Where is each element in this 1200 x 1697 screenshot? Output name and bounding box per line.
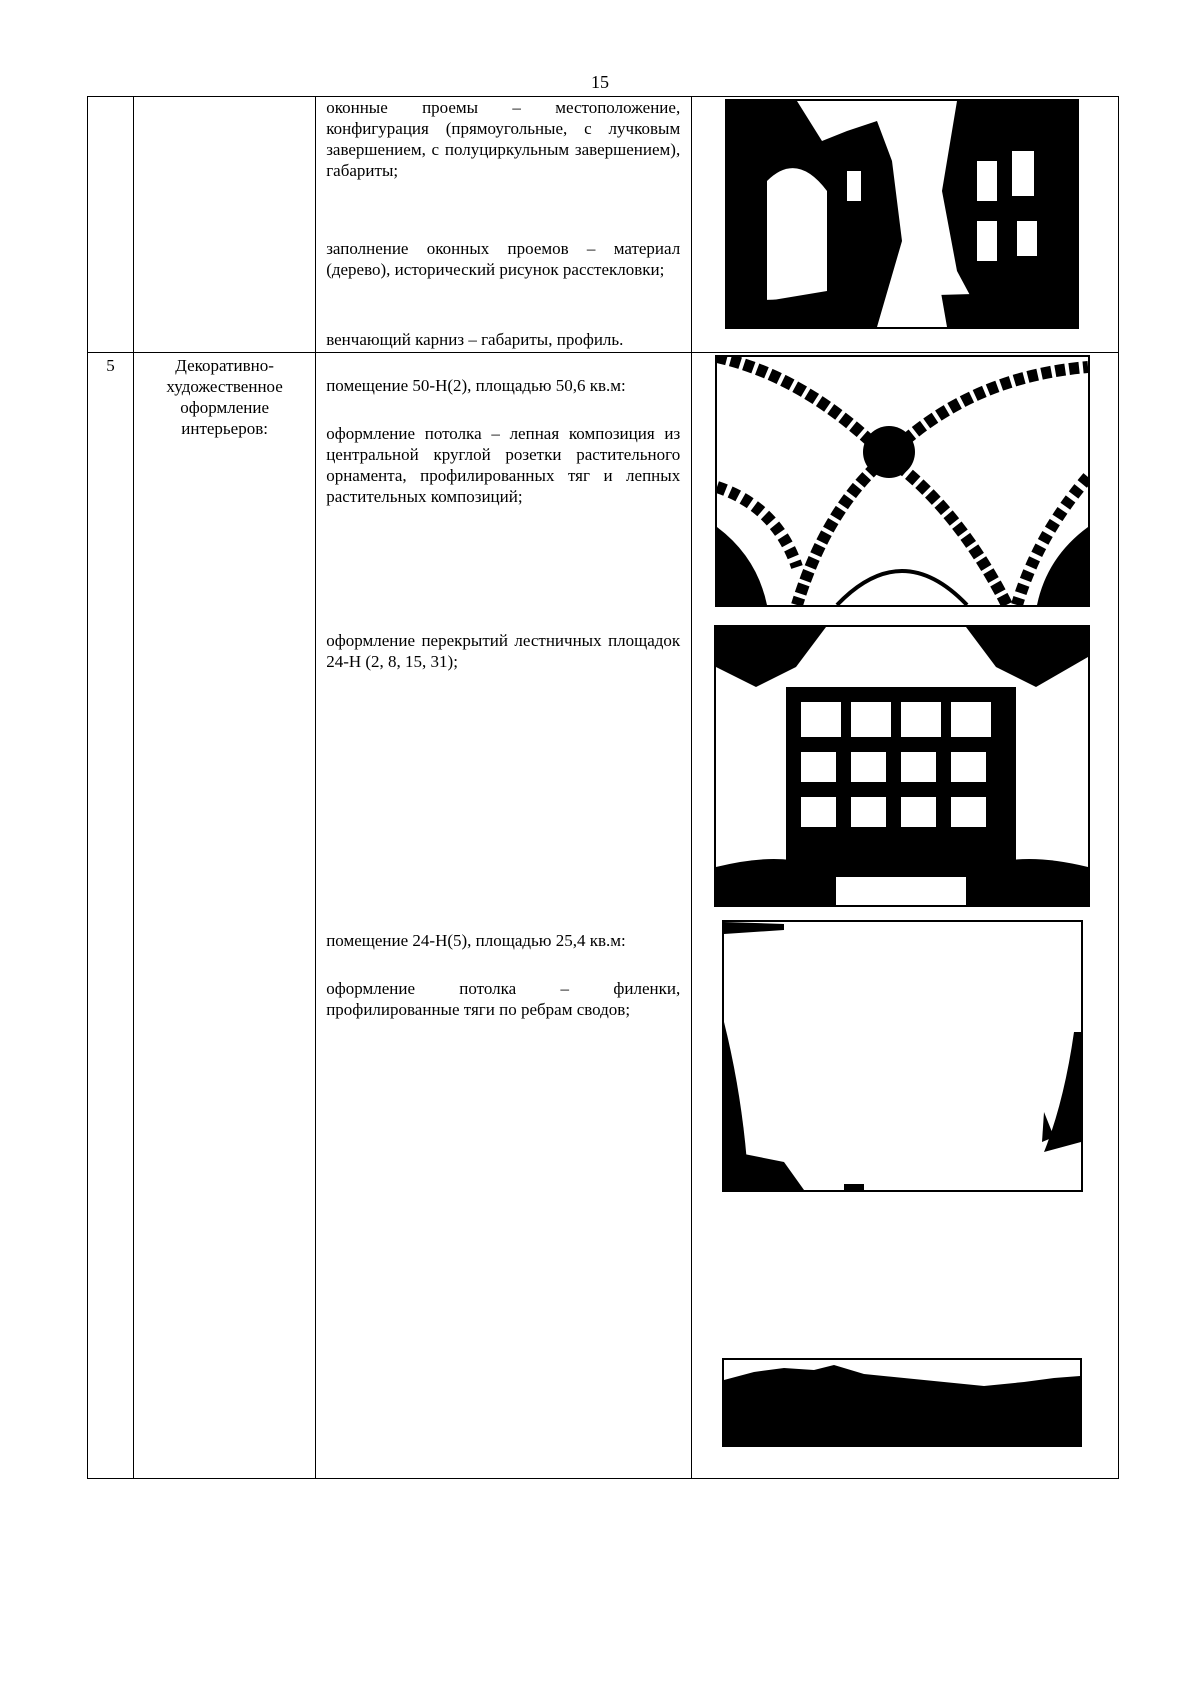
- heritage-table: [87, 96, 1119, 1479]
- vaulted-ceiling-photo: [722, 920, 1083, 1192]
- ceiling-fragment-image: [724, 1360, 1080, 1445]
- ceiling-fragment-photo: [722, 1358, 1082, 1447]
- row-name-cell: Декоративно-художественное оформление интерьеров:: [134, 353, 316, 1479]
- row-description-cell: [316, 97, 691, 353]
- cornice-text: венчающий карниз – габариты, профиль.: [326, 330, 624, 349]
- row-number-cell: [88, 97, 134, 353]
- staircase-ceiling-photo: [714, 625, 1090, 907]
- street-facade-photo: [725, 99, 1079, 329]
- row-description-cell: [316, 353, 691, 1479]
- staircase-text: оформление перекрытий лестничных площадок 24-Н (2, 8, 15, 31);: [326, 631, 681, 671]
- window-fill-text: заполнение оконных проемов – материал (дерево), исторический рисунок расстекловки;: [326, 239, 681, 279]
- ceiling-stucco-text: оформление потолка – лепная композиция из центральной круглой розетки растительного орнамента, профилированных тяг и лепных растительных композиций;: [326, 424, 681, 506]
- row-number-cell: 5: [88, 353, 134, 1479]
- table-row: [88, 353, 1119, 1479]
- row-name-cell: [134, 97, 316, 353]
- row-image-cell: [691, 97, 1118, 353]
- ceiling-panels-text: оформление потолка – филенки, профилированные тяги по ребрам сводов;: [326, 979, 681, 1019]
- staircase-ceiling-image: [716, 627, 1088, 905]
- street-facade-image: [727, 101, 1077, 327]
- room-24-text: помещение 24-Н(5), площадью 25,4 кв.м:: [326, 931, 626, 950]
- vaulted-ceiling-image: [724, 922, 1081, 1190]
- window-openings-text: оконные проемы – местоположение, конфигурация (прямоугольные, с лучковым завершением, с полуциркульным завершением), габариты;: [326, 98, 681, 180]
- room-50-text: помещение 50-Н(2), площадью 50,6 кв.м:: [326, 376, 626, 395]
- table-row: [88, 97, 1119, 353]
- ceiling-stucco-photo: [715, 355, 1090, 607]
- ceiling-stucco-image: [717, 357, 1088, 605]
- row-image-cell: [691, 353, 1118, 1479]
- page-number: 15: [591, 72, 609, 92]
